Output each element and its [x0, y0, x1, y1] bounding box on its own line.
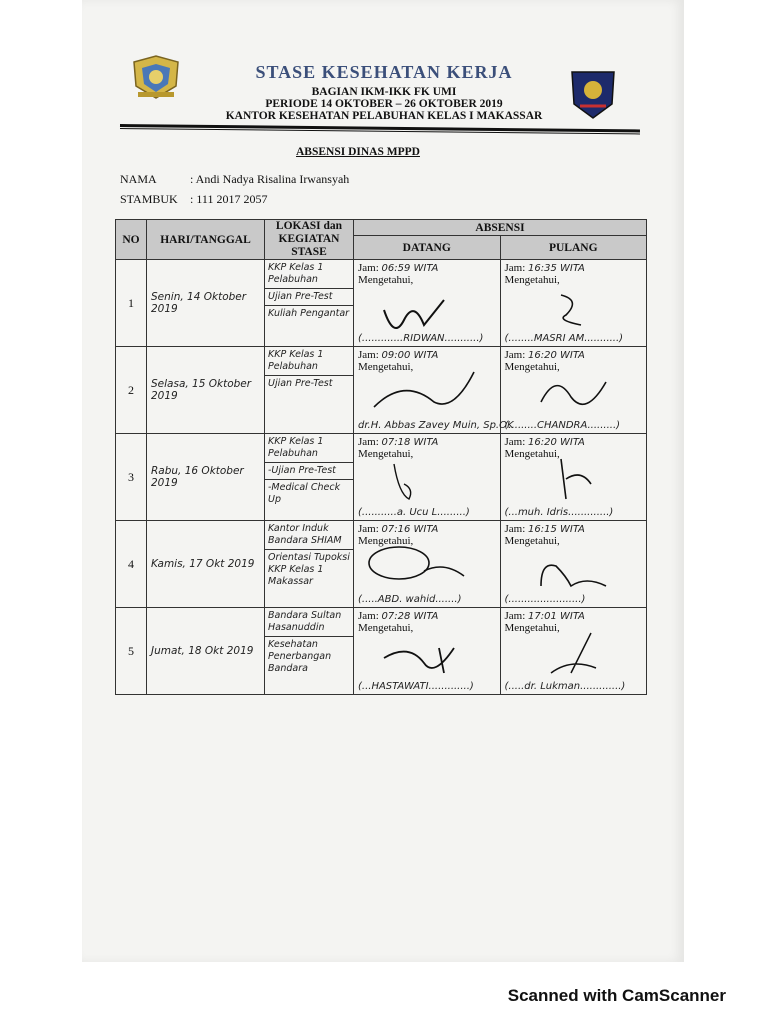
acknowledged-label: Mengetahui,	[358, 622, 414, 634]
signature-icon	[364, 628, 484, 683]
acknowledged-label: Mengetahui,	[504, 535, 560, 547]
left-emblem-icon	[128, 52, 184, 102]
name-value: : Andi Nadya Risalina Irwansyah	[190, 172, 350, 186]
attendance-table	[115, 219, 647, 695]
row-date: Jumat, 18 Okt 2019	[147, 608, 265, 695]
acknowledged-label: Mengetahui,	[358, 535, 414, 547]
signer-name: (...HASTAWATI.............)	[358, 681, 474, 692]
signature-icon	[364, 541, 484, 596]
jam-label: Jam:	[504, 349, 526, 361]
acknowledged-label: Mengetahui,	[358, 448, 414, 460]
signature-icon	[511, 280, 631, 335]
department-line: BAGIAN IKM-IKK FK UMI	[311, 86, 457, 98]
table-row	[116, 521, 647, 608]
arrival-cell	[354, 434, 501, 521]
location-line: Bandara Sultan Hasanuddin	[265, 608, 353, 637]
signer-name: (.......................)	[504, 594, 586, 605]
arrival-time: 07:16 WITA	[381, 524, 439, 535]
header-departure: PULANG	[500, 236, 647, 260]
jam-label: Jam:	[504, 610, 526, 622]
stambuk-field	[120, 192, 267, 207]
location-line: Kuliah Pengantar	[268, 308, 350, 319]
location-line: Ujian Pre-Test	[265, 289, 353, 306]
arrival-cell	[354, 347, 514, 434]
row-location	[265, 608, 354, 695]
departure-cell	[500, 521, 647, 608]
row-location	[265, 434, 354, 521]
signer-name: (.............RIDWAN...........)	[358, 333, 484, 344]
table-row	[116, 347, 647, 434]
acknowledged-label: Mengetahui,	[358, 274, 414, 286]
signature-icon	[364, 280, 484, 335]
table-row	[116, 260, 647, 347]
row-date: Senin, 14 Oktober 2019	[147, 260, 265, 347]
signer-name: (.....dr. Lukman.............)	[504, 681, 626, 692]
acknowledged-label: Mengetahui,	[358, 361, 414, 373]
departure-time: 16:35 WITA	[528, 263, 585, 274]
location-line: Ujian Pre-Test	[268, 378, 333, 389]
jam-label: Jam:	[358, 610, 379, 622]
row-number: 4	[116, 521, 147, 608]
departure-cell	[500, 260, 647, 347]
signer-name: (.....ABD. wahid.......)	[358, 594, 462, 605]
signature-icon	[511, 541, 631, 596]
signer-name: (...muh. Idris.............)	[504, 507, 614, 518]
arrival-cell	[354, 260, 501, 347]
jam-label: Jam:	[504, 523, 526, 535]
location-line: Kesehatan Penerbangan Bandara	[268, 639, 332, 674]
period-line: PERIODE 14 OKTOBER – 26 OKTOBER 2019	[265, 98, 503, 110]
signature-icon	[364, 367, 484, 422]
name-field	[120, 172, 349, 187]
signature-icon	[511, 454, 631, 509]
arrival-cell	[354, 608, 501, 695]
jam-label: Jam:	[358, 436, 379, 448]
arrival-time: 09:00 WITA	[381, 350, 439, 361]
row-date: Selasa, 15 Oktober 2019	[147, 347, 265, 434]
row-number: 5	[116, 608, 147, 695]
table-row	[116, 608, 647, 695]
office-line: KANTOR KESEHATAN PELABUHAN KELAS I MAKASSAR	[225, 110, 543, 122]
row-number: 1	[116, 260, 147, 347]
row-number: 2	[116, 347, 147, 434]
jam-label: Jam:	[504, 262, 526, 274]
acknowledged-label: Mengetahui,	[504, 274, 560, 286]
jam-label: Jam:	[358, 262, 379, 274]
location-line: Kantor Induk Bandara SHIAM	[265, 521, 353, 550]
header-date: HARI/TANGGAL	[147, 220, 265, 260]
row-date: Rabu, 16 Oktober 2019	[147, 434, 265, 521]
acknowledged-label: Mengetahui,	[504, 622, 560, 634]
signature-icon	[511, 367, 631, 422]
departure-cell	[500, 347, 647, 434]
departure-time: 16:15 WITA	[528, 524, 585, 535]
location-line: KKP Kelas 1 Pelabuhan	[265, 347, 353, 376]
location-line: KKP Kelas 1 Pelabuhan	[265, 434, 353, 463]
signer-name: (...........a. Ucu L.........)	[358, 507, 470, 518]
document-title: ABSENSI DINAS MPPD	[296, 146, 420, 158]
location-line: -Medical Check Up	[268, 482, 341, 505]
acknowledged-label: Mengetahui,	[504, 448, 560, 460]
header-location: LOKASI dan KEGIATAN STASE	[265, 220, 354, 260]
name-label: NAMA	[120, 172, 157, 186]
location-line: Orientasi Tupoksi KKP Kelas 1 Makassar	[268, 552, 350, 587]
signer-name: (.........CHANDRA.........)	[504, 420, 621, 431]
header-no: NO	[116, 220, 147, 260]
row-number: 3	[116, 434, 147, 521]
location-line: KKP Kelas 1 Pelabuhan	[265, 260, 353, 289]
arrival-cell	[354, 521, 501, 608]
departure-time: 16:20 WITA	[528, 350, 585, 361]
arrival-time: 07:28 WITA	[381, 611, 439, 622]
jam-label: Jam:	[504, 436, 526, 448]
row-location	[265, 521, 354, 608]
header-arrival: DATANG	[354, 236, 501, 260]
signer-name: (........MASRI AM...........)	[504, 333, 624, 344]
jam-label: Jam:	[358, 349, 379, 361]
signature-icon	[364, 454, 484, 509]
stambuk-label: STAMBUK	[120, 192, 178, 206]
departure-time: 16:20 WITA	[528, 437, 585, 448]
row-date: Kamis, 17 Okt 2019	[147, 521, 265, 608]
departure-time: 17:01 WITA	[528, 611, 585, 622]
location-line: -Ujian Pre-Test	[265, 463, 353, 480]
acknowledged-label: Mengetahui,	[504, 361, 560, 373]
departure-cell	[500, 608, 647, 695]
jam-label: Jam:	[358, 523, 379, 535]
header-attendance: ABSENSI	[354, 220, 647, 236]
signature-icon	[511, 628, 631, 683]
row-location	[265, 260, 354, 347]
stambuk-value: : 111 2017 2057	[190, 192, 268, 206]
departure-cell	[500, 434, 647, 521]
page-title: STASE KESEHATAN KERJA	[255, 62, 513, 82]
signer-name: dr.H. Abbas Zavey Muin, Sp.OK	[358, 420, 514, 431]
scanner-watermark: Scanned with CamScanner	[507, 986, 726, 1005]
left-margin	[0, 0, 82, 962]
table-row	[116, 434, 647, 521]
row-location	[265, 347, 354, 434]
arrival-time: 06:59 WITA	[381, 263, 439, 274]
arrival-time: 07:18 WITA	[381, 437, 439, 448]
